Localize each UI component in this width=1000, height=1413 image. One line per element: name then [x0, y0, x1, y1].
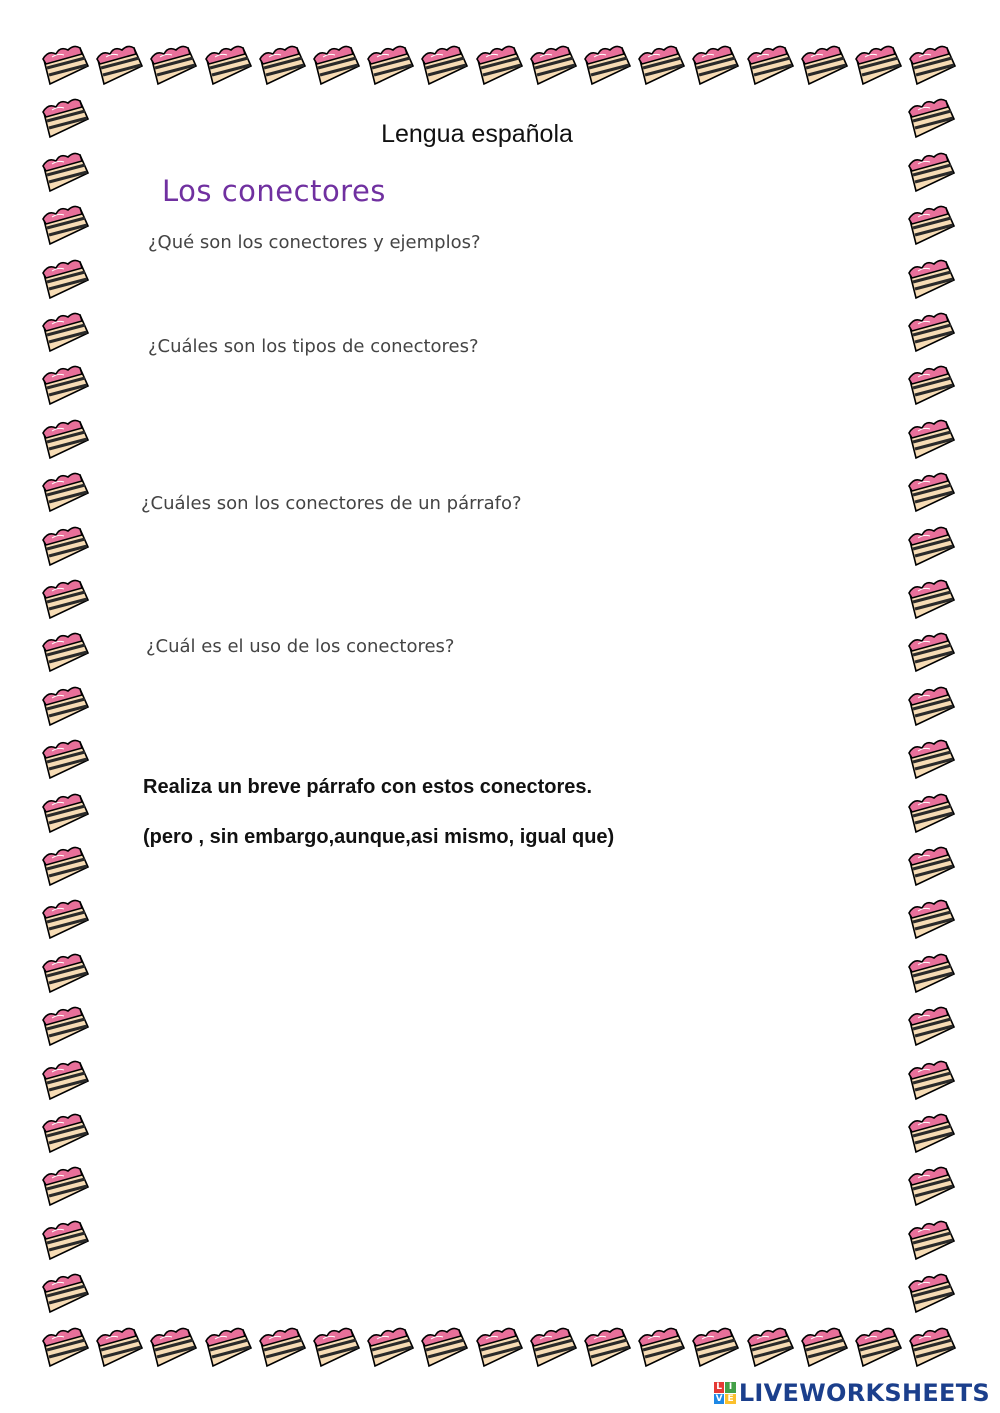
- cake-slice-icon: [582, 1324, 634, 1372]
- cake-slice-icon: [745, 1324, 797, 1372]
- cake-slice-icon: [906, 843, 958, 891]
- cake-slice-icon: [40, 416, 92, 464]
- cake-slice-icon: [906, 950, 958, 998]
- cake-slice-icon: [528, 42, 580, 90]
- logo-letter: L: [714, 1382, 725, 1393]
- cake-slice-icon: [40, 202, 92, 250]
- cake-slice-icon: [40, 1057, 92, 1105]
- question-1: ¿Qué son los conectores y ejemplos?: [148, 232, 481, 253]
- cake-slice-icon: [40, 1324, 92, 1372]
- cake-slice-icon: [853, 1324, 905, 1372]
- cake-slice-icon: [94, 42, 146, 90]
- cake-slice-icon: [582, 42, 634, 90]
- cake-slice-icon: [40, 469, 92, 517]
- cake-slice-icon: [40, 790, 92, 838]
- cake-slice-icon: [148, 42, 200, 90]
- cake-slice-icon: [94, 1324, 146, 1372]
- cake-slice-icon: [203, 1324, 255, 1372]
- cake-slice-icon: [906, 149, 958, 197]
- question-3: ¿Cuáles son los conectores de un párrafo?: [141, 493, 522, 514]
- logo-letter: E: [725, 1394, 736, 1405]
- cake-slice-icon: [40, 736, 92, 784]
- cake-slice-icon: [40, 42, 92, 90]
- cake-slice-icon: [690, 1324, 742, 1372]
- cake-slice-icon: [40, 309, 92, 357]
- cake-slice-icon: [365, 42, 417, 90]
- cake-slice-icon: [906, 1057, 958, 1105]
- cake-slice-icon: [40, 149, 92, 197]
- cake-slice-icon: [40, 1163, 92, 1211]
- brand-name: LIVEWORKSHEETS: [738, 1379, 990, 1407]
- cake-slice-icon: [40, 843, 92, 891]
- cake-slice-icon: [40, 1217, 92, 1265]
- cake-slice-icon: [419, 42, 471, 90]
- cake-slice-icon: [907, 42, 959, 90]
- cake-slice-icon: [40, 1003, 92, 1051]
- cake-slice-icon: [148, 1324, 200, 1372]
- cake-slice-icon: [906, 1110, 958, 1158]
- cake-slice-icon: [906, 736, 958, 784]
- cake-slice-icon: [907, 1324, 959, 1372]
- cake-slice-icon: [311, 42, 363, 90]
- brand-logo-icon: [714, 1382, 736, 1404]
- cake-slice-icon: [906, 1163, 958, 1211]
- cake-slice-icon: [40, 1110, 92, 1158]
- logo-letter: V: [715, 1393, 723, 1404]
- cake-slice-icon: [853, 42, 905, 90]
- cake-slice-icon: [690, 42, 742, 90]
- cake-slice-icon: [365, 1324, 417, 1372]
- cake-slice-icon: [474, 42, 526, 90]
- cake-slice-icon: [636, 42, 688, 90]
- cake-slice-icon: [906, 416, 958, 464]
- cake-slice-icon: [636, 1324, 688, 1372]
- cake-slice-icon: [906, 629, 958, 677]
- cake-slice-icon: [906, 1270, 958, 1318]
- cake-slice-icon: [906, 256, 958, 304]
- cake-slice-icon: [40, 896, 92, 944]
- cake-slice-icon: [257, 42, 309, 90]
- cake-slice-icon: [40, 362, 92, 410]
- cake-slice-icon: [906, 1217, 958, 1265]
- cake-slice-icon: [40, 576, 92, 624]
- question-4: ¿Cuál es el uso de los conectores?: [146, 636, 455, 657]
- cake-slice-icon: [203, 42, 255, 90]
- cake-slice-icon: [40, 683, 92, 731]
- cake-slice-icon: [745, 42, 797, 90]
- instruction-text: Realiza un breve párrafo con estos conectores.: [143, 776, 593, 798]
- cake-slice-icon: [906, 362, 958, 410]
- cake-slice-icon: [906, 309, 958, 357]
- cake-slice-icon: [419, 1324, 471, 1372]
- logo-letter: I: [725, 1382, 736, 1393]
- cake-slice-icon: [906, 202, 958, 250]
- worksheet-title: Los conectores: [162, 174, 386, 208]
- cake-slice-icon: [799, 42, 851, 90]
- cake-slice-icon: [40, 1270, 92, 1318]
- cake-slice-icon: [40, 523, 92, 571]
- cake-slice-icon: [528, 1324, 580, 1372]
- cake-slice-icon: [906, 469, 958, 517]
- cake-slice-icon: [906, 790, 958, 838]
- cake-slice-icon: [40, 629, 92, 677]
- cake-slice-icon: [40, 256, 92, 304]
- cake-slice-icon: [257, 1324, 309, 1372]
- cake-slice-icon: [906, 683, 958, 731]
- cake-slice-icon: [311, 1324, 363, 1372]
- brand-footer: [714, 1379, 990, 1407]
- cake-slice-icon: [40, 950, 92, 998]
- subject-heading: Lengua española: [381, 120, 573, 148]
- connectors-list: (pero , sin embargo,aunque,asi mismo, igual que): [143, 826, 615, 848]
- cake-slice-icon: [906, 896, 958, 944]
- cake-slice-icon: [906, 576, 958, 624]
- cake-slice-icon: [906, 523, 958, 571]
- question-2: ¿Cuáles son los tipos de conectores?: [148, 336, 479, 357]
- cake-slice-icon: [906, 1003, 958, 1051]
- cake-slice-icon: [799, 1324, 851, 1372]
- cake-slice-icon: [474, 1324, 526, 1372]
